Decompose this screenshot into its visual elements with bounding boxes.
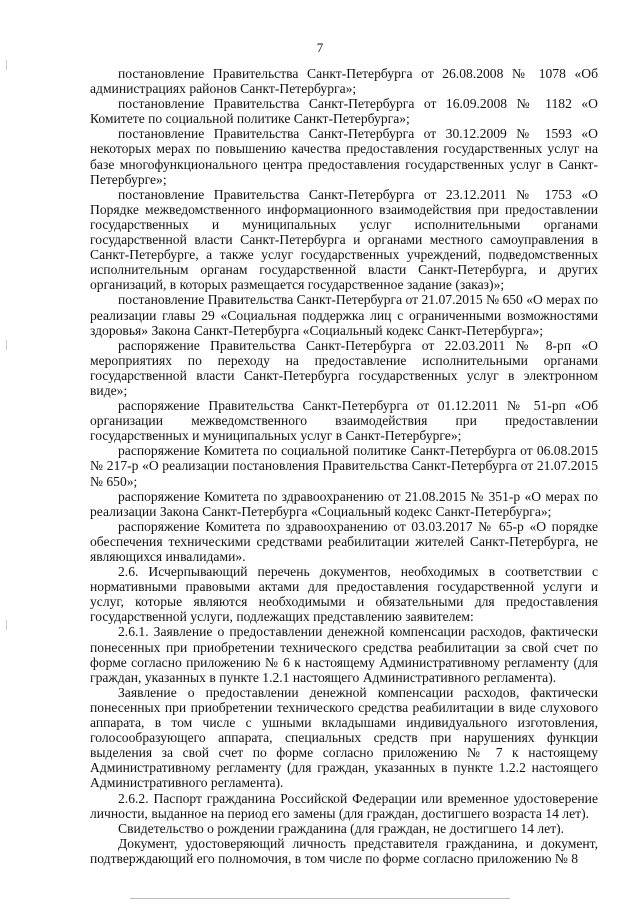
paragraph: постановление Правительства Санкт-Петербурга от 21.07.2015 № 650 «О мерах по реализации главы 29 «Социальная поддержка лиц с ограниченными возможностями здоровья» Закона Санкт-Петербурга «Социальный кодекс Санкт-Петербурга»; — [90, 292, 598, 338]
paragraph: постановление Правительства Санкт-Петербурга от 30.12.2009 № 1593 «О некоторых мерах по повышению качества предоставления государственных услуг на базе многофункционального центра предоставления государственных услуг в Санкт-Петербурге»; — [90, 126, 598, 187]
document-body — [90, 66, 598, 866]
paragraph: распоряжение Правительства Санкт-Петербурга от 22.03.2011 № 8-рп «О мероприятиях по переходу на предоставление исполнительными органами государственной власти Санкт-Петербурга государственных услуг в электронном виде»; — [90, 337, 598, 398]
paragraph: распоряжение Комитета по социальной политике Санкт-Петербурга от 06.08.2015 № 217-р «О реализации постановления Правительства Санкт-Петербурга от 21.07.2015 № 650»; — [90, 443, 598, 489]
paragraph: Свидетельство о рождении гражданина (для граждан, не достигшего 14 лет). — [118, 820, 565, 836]
paragraph: Документ, удостоверяющий личность представителя гражданина, и документ, подтверждающий его полномочия, в том числе по форме согласно приложению № 8 — [90, 835, 598, 866]
paragraph: постановление Правительства Санкт-Петербурга от 16.09.2008 № 1182 «О Комитете по социальной политике Санкт-Петербурга»; — [90, 96, 598, 127]
bottom-divider — [130, 898, 510, 899]
paragraph: постановление Правительства Санкт-Петербурга от 26.08.2008 № 1078 «Об администрациях районов Санкт-Петербурга»; — [90, 66, 598, 97]
scan-edge-mark — [6, 340, 7, 350]
paragraph: 2.6.1. Заявление о предоставлении денежной компенсации расходов, фактически понесенных при приобретении технического средства реабилитации за свой счет по форме согласно приложению № 6 к настоящему Административному регламенту (для граждан, указанных в пункте 1.2.1 настоящего Административного регламента). — [90, 624, 598, 685]
paragraph: распоряжение Комитета по здравоохранению от 03.03.2017 № 65-р «О порядке обеспечения техническими средствами реабилитации жителей Санкт-Петербурга, не являющихся инвалидами». — [90, 518, 598, 564]
scan-edge-mark — [6, 60, 7, 70]
paragraph: распоряжение Правительства Санкт-Петербурга от 01.12.2011 № 51-рп «Об организации межведомственного взаимодействия при предоставлении государственных и муниципальных услуг в Санкт-Петербурге»; — [90, 398, 598, 444]
page-number: 7 — [316, 40, 324, 55]
paragraph: постановление Правительства Санкт-Петербурга от 23.12.2011 № 1753 «О Порядке межведомственного информационного взаимодействия при предоставлении государственных и муниципальных услуг исполнительными органами государственной власти Санкт-Петербурга и органами местного самоуправления в Санкт-Петербурге, а также услуг государственных учреждений, подведомственных исполнительным органам государственной власти Санкт-Петербурга, и других организаций, в которых размещается государственное задание (заказ)»; — [90, 186, 598, 293]
paragraph: 2.6.2. Паспорт гражданина Российской Федерации или временное удостоверение личности, выданное на период его замены (для граждан, достигшего возраста 14 лет). — [90, 790, 598, 821]
paragraph: 2.6. Исчерпывающий перечень документов, необходимых в соответствии с нормативными правовыми актами для предоставления государственной услуги и услуг, которые являются необходимыми и обязательными для предоставления государственной услуги, подлежащих представлению заявителем: — [90, 564, 598, 625]
scan-edge-mark — [6, 620, 7, 630]
paragraph: Заявление о предоставлении денежной компенсации расходов, фактически понесенных при приобретении технического средства реабилитации в виде слухового аппарата, в том числе с ушными вкладышами индивидуального изготовления, голосообразующего аппарата, специальных средств при нарушениях функции выделения за свой счет по форме согласно приложению № 7 к настоящему Административному регламенту (для граждан, указанных в пункте 1.2.2 настоящего Административного регламента). — [90, 684, 598, 791]
paragraph: распоряжение Комитета по здравоохранению от 21.08.2015 № 351-р «О мерах по реализации Закона Санкт-Петербурга «Социальный кодекс Санкт-Петербурга»; — [90, 488, 598, 519]
